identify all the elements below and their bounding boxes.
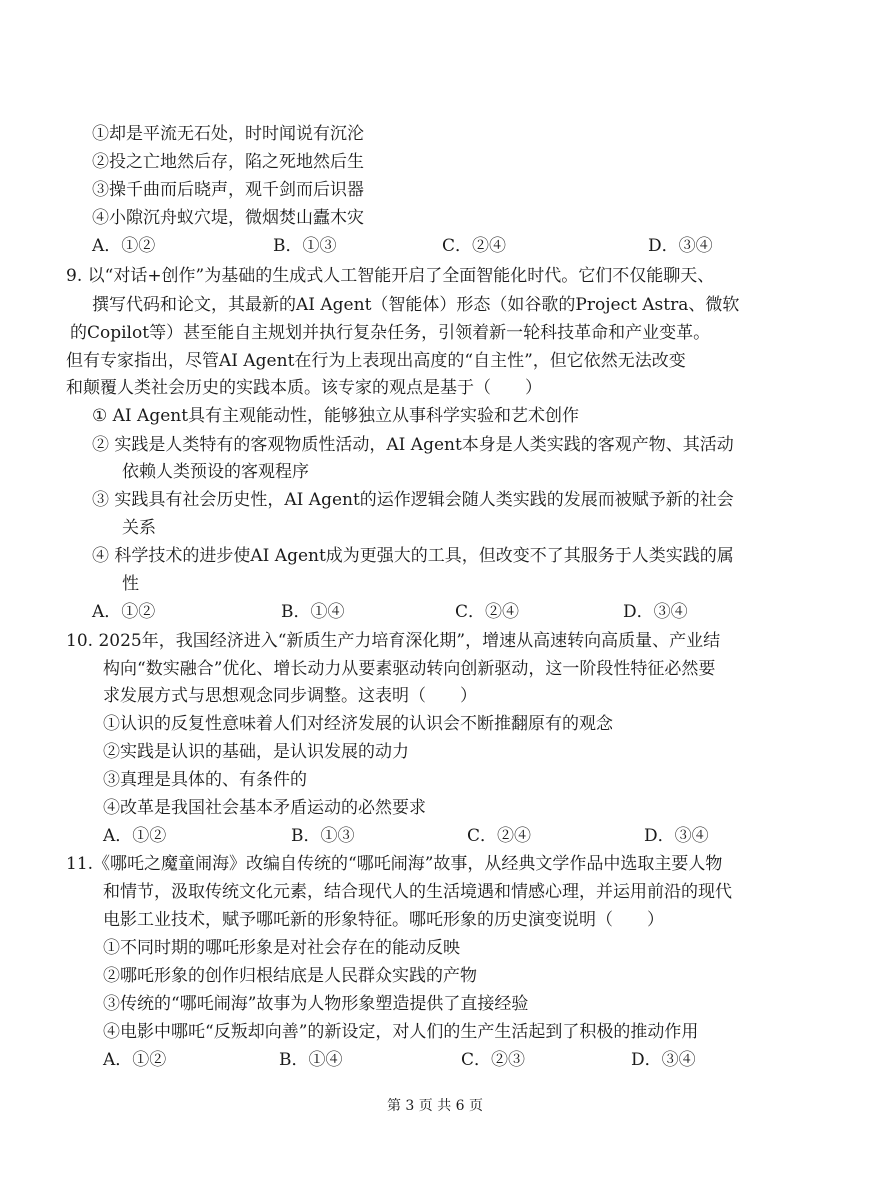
q9-statement-2-cont: 依赖人类预设的客观程序	[122, 462, 309, 482]
prev-statement-3: ③操千曲而后晓声，观千剑而后识器	[92, 180, 364, 200]
q9-statement-4-cont: 性	[122, 574, 139, 594]
prev-statement-1: ①却是平流无石处，时时闻说有沉沦	[92, 124, 364, 144]
q11-option-d: D．③④	[631, 1050, 696, 1070]
q9-stem-line-4: 但有专家指出，尽管AI Agent在行为上表现出高度的“自主性”，但它依然无法改变	[66, 351, 686, 371]
prev-statement-2: ②投之亡地然后存，陷之死地然后生	[92, 152, 364, 172]
q9-statement-4: ④ 科学技术的进步使AI Agent成为更强大的工具，但改变不了其服务于人类实践的属	[92, 546, 734, 566]
q9-statement-2: ② 实践是人类特有的客观物质性活动，AI Agent本身是人类实践的客观产物、其活动	[92, 435, 734, 455]
q10-option-a: A．①②	[103, 826, 167, 846]
q10-stem-line-2: 构向“数实融合”优化、增长动力从要素驱动转向创新驱动，这一阶段性特征必然要	[103, 659, 716, 679]
q10-stem-line-3: 求发展方式与思想观念同步调整。这表明（ ）	[103, 686, 477, 706]
q11-option-c: C．②③	[461, 1050, 526, 1070]
prev-option-d: D．③④	[648, 236, 713, 256]
q9-option-a: A．①②	[92, 602, 156, 622]
q10-statement-4: ④改革是我国社会基本矛盾运动的必然要求	[103, 798, 426, 818]
q10-statement-3: ③真理是具体的、有条件的	[103, 770, 307, 790]
q11-stem-line-2: 和情节，汲取传统文化元素，结合现代人的生活境遇和情感心理，并运用前沿的现代	[103, 882, 732, 902]
q9-option-c: C．②④	[455, 602, 520, 622]
q10-statement-1: ①认识的反复性意味着人们对经济发展的认识会不断推翻原有的观念	[103, 714, 613, 734]
q9-stem-line-2: 撰写代码和论文，其最新的AI Agent（智能体）形态（如谷歌的Project Astra、微软	[92, 295, 740, 315]
q9-statement-1: ① AI Agent具有主观能动性，能够独立从事科学实验和艺术创作	[92, 406, 580, 426]
q11-statement-1: ①不同时期的哪吒形象是对社会存在的能动反映	[103, 938, 460, 958]
q11-statement-2: ②哪吒形象的创作归根结底是人民群众实践的产物	[103, 966, 477, 986]
prev-option-c: C．②④	[442, 236, 507, 256]
q11-statement-4: ④电影中哪吒“反叛却向善”的新设定，对人们的生产生活起到了积极的推动作用	[103, 1022, 699, 1042]
q9-stem-line-5: 和颠覆人类社会历史的实践本质。该专家的观点是基于（ ）	[66, 378, 542, 398]
q11-statement-3: ③传统的“哪吒闹海”故事为人物形象塑造提供了直接经验	[103, 994, 529, 1014]
q9-option-b: B．①④	[281, 602, 345, 622]
q9-statement-3-cont: 关系	[122, 518, 156, 538]
prev-option-b: B．①③	[273, 236, 337, 256]
q11-stem-line-3: 电影工业技术，赋予哪吒新的形象特征。哪吒形象的历史演变说明（ ）	[103, 910, 664, 930]
prev-statement-4: ④小隙沉舟蚁穴堤，微烟焚山蠹木灾	[92, 208, 364, 228]
q11-stem-line-1: 11.《哪吒之魔童闹海》改编自传统的“哪吒闹海”故事，从经典文学作品中选取主要人物	[66, 854, 723, 874]
q9-stem-line-3: 的Copilot等）甚至能自主规划并执行复杂任务，引领着新一轮科技革命和产业变革。	[70, 323, 711, 343]
page-footer: 第 3 页 共 6 页	[386, 1098, 484, 1114]
prev-option-a: A．①②	[92, 236, 156, 256]
q9-statement-3: ③ 实践具有社会历史性，AI Agent的运作逻辑会随人类实践的发展而被赋予新的社会	[92, 490, 734, 510]
q10-stem-line-1: 10. 2025年，我国经济进入“新质生产力培育深化期”，增速从高速转向高质量、产业结	[66, 631, 721, 651]
q10-statement-2: ②实践是认识的基础，是认识发展的动力	[103, 742, 409, 762]
q9-option-d: D．③④	[623, 602, 688, 622]
q10-option-b: B．①③	[291, 826, 355, 846]
q10-option-d: D．③④	[644, 826, 709, 846]
q10-option-c: C．②④	[467, 826, 532, 846]
q9-stem-line-1: 9. 以“对话+创作”为基础的生成式人工智能开启了全面智能化时代。它们不仅能聊天、	[66, 266, 715, 286]
q11-option-a: A．①②	[103, 1050, 167, 1070]
q11-option-b: B．①④	[279, 1050, 343, 1070]
